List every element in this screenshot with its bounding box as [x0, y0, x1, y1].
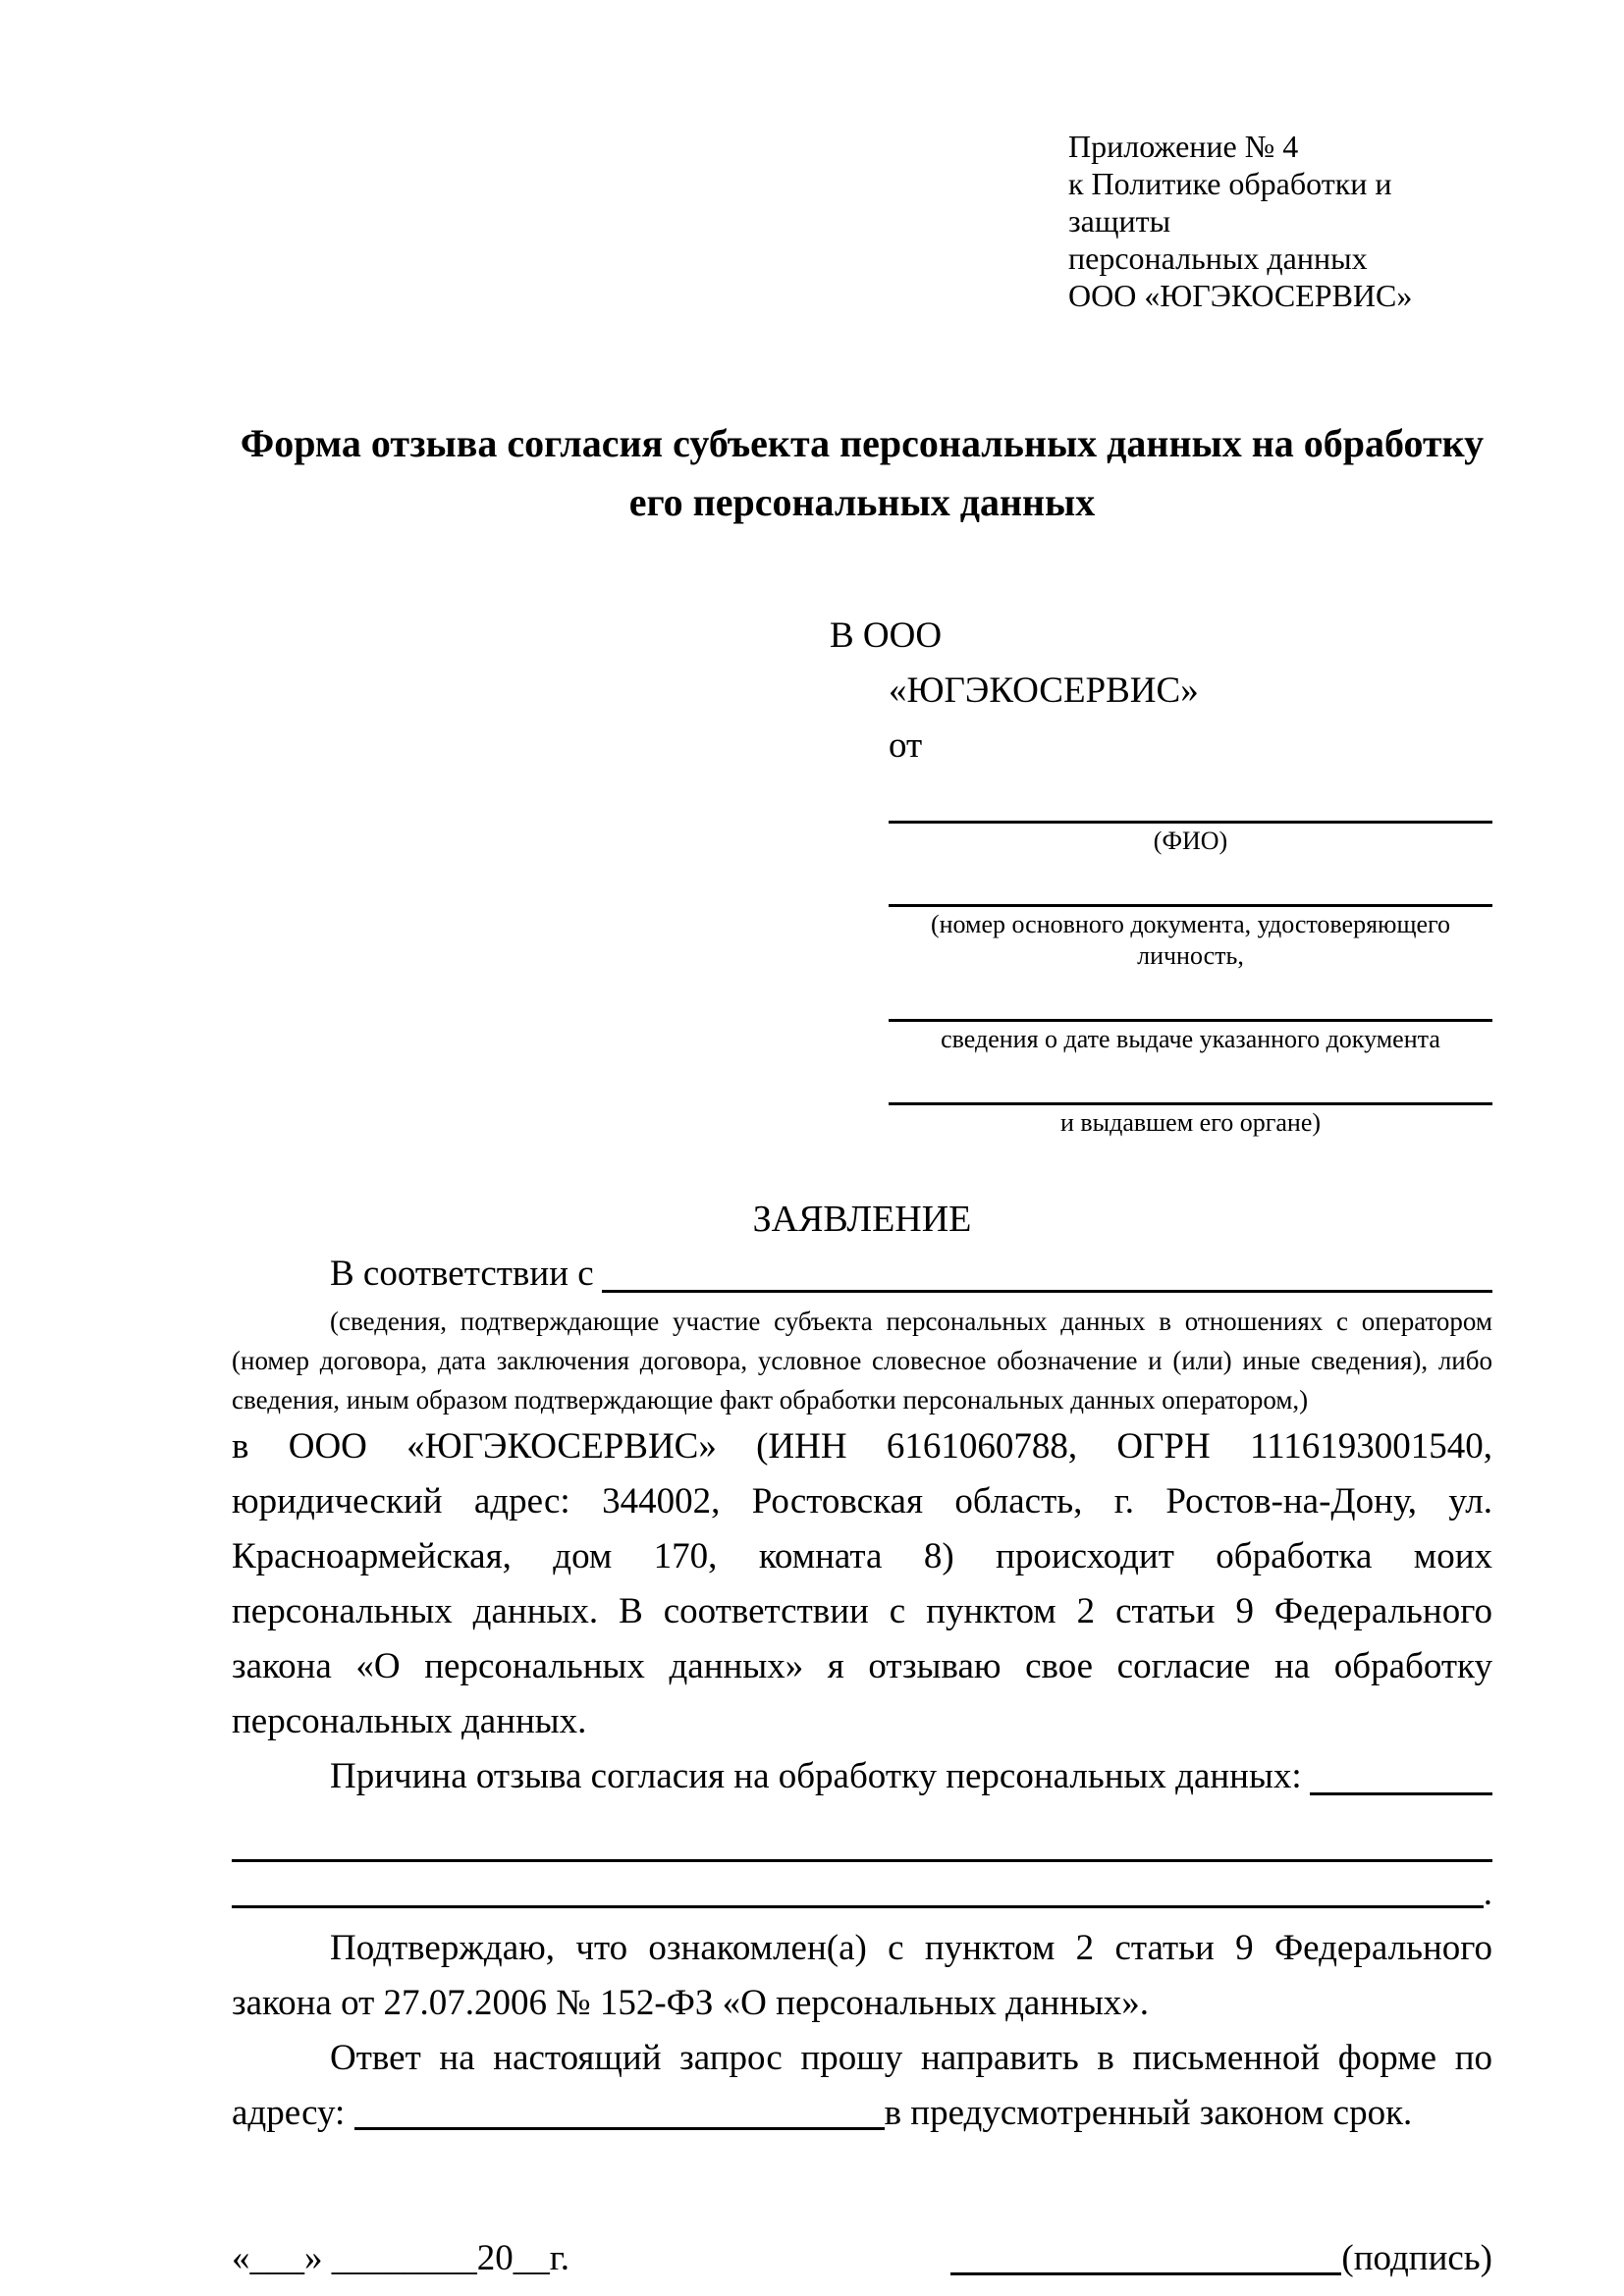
reason-blank-line-2[interactable] — [232, 1804, 1492, 1862]
appendix-header — [1068, 128, 1492, 314]
recipient-org-name: «ЮГЭКОСЕРВИС» — [889, 670, 1199, 711]
recipient-to-label: В ООО — [830, 615, 943, 656]
appendix-line-1: Приложение № 4 — [1068, 129, 1299, 164]
fio-caption: (ФИО) — [1153, 827, 1228, 855]
reason-blank-row-3 — [232, 1864, 1492, 1921]
reply-paragraph — [232, 2031, 1492, 2141]
in-accordance-label: В соответствии с — [330, 1254, 594, 1294]
recipient-block — [830, 609, 1492, 1139]
appendix-line-2: к Политике обработки и защиты — [1068, 166, 1392, 239]
confirm-paragraph: Подтверждаю, что ознакомлен(а) с пунктом 2 статьи 9 Федерального закона от 27.07.2006 № 152-ФЗ «О персональных данных». — [232, 1928, 1492, 2023]
form-title-line-2: его персональных данных — [628, 480, 1096, 524]
signature-blank-line[interactable] — [950, 2270, 1341, 2275]
signature-row — [232, 2231, 1492, 2286]
in-accordance-blank-line[interactable] — [602, 1247, 1492, 1293]
statement-heading: ЗАЯВЛЕНИЕ — [752, 1199, 972, 1240]
form-title-line-1: Форма отзыва согласия субъекта персональных данных на обработку — [240, 421, 1485, 465]
doc-issuer-field — [889, 1069, 1492, 1139]
reason-blank-line-3[interactable] — [232, 1905, 1484, 1908]
date-blank-text[interactable]: «___» ________20__г. — [232, 2238, 570, 2278]
appendix-line-3: персональных данных — [1068, 240, 1368, 276]
appendix-line-4: ООО «ЮГЭКОСЕРВИС» — [1068, 278, 1413, 313]
signature-caption: (подпись) — [1341, 2238, 1492, 2278]
small-print-caption: (сведения, подтверждающие участие субъекта персональных данных в отношениях с оператором (номер договора, дата заключения договора, условное словесное обозначение и (или) иные сведения), либо сведения, иным образом подтверждающие факт обработки персональных данных оператором,) — [232, 1307, 1492, 1415]
doc-issuer-blank-line[interactable] — [889, 1069, 1492, 1105]
form-title — [232, 414, 1492, 532]
doc-issue-date-blank-line[interactable] — [889, 986, 1492, 1022]
doc-number-caption: (номер основного документа, удостоверяющего личность, — [930, 910, 1451, 970]
doc-issue-date-caption: сведения о дате выдаче указанного документа — [941, 1025, 1440, 1053]
reason-blank-line-1[interactable] — [1310, 1749, 1492, 1795]
doc-number-blank-line[interactable] — [889, 871, 1492, 907]
reason-row — [232, 1749, 1492, 1804]
doc-issuer-caption: и выдавшем его органе) — [1059, 1108, 1322, 1137]
statement-body-paragraph: в ООО «ЮГЭКОСЕРВИС» (ИНН 6161060788, ОГРН 1116193001540, юридический адрес: 344002, Ростовская область, г. Ростов-на-Дону, ул. Красноармейская, дом 170, комната 8) происходит обработка моих персональных данных. В соответствии с пунктом 2 статьи 9 Федерального закона «О персональных данных» я отзываю свое согласие на обработку персональных данных. — [232, 1426, 1492, 1741]
reply-tail-text: в предусмотренный законом срок. — [884, 2093, 1413, 2133]
in-accordance-row — [232, 1247, 1492, 1302]
doc-number-field — [889, 871, 1492, 972]
doc-issue-date-field — [889, 986, 1492, 1055]
signature-field — [950, 2231, 1492, 2286]
fio-blank-line[interactable] — [889, 787, 1492, 824]
reason-period: . — [1483, 1873, 1492, 1913]
reason-label: Причина отзыва согласия на обработку персональных данных: — [330, 1756, 1302, 1796]
address-blank-line[interactable] — [354, 2125, 885, 2130]
fio-field — [889, 787, 1492, 857]
reply-request-text: Ответ на настоящий запрос прошу направить в письменной форме по адресу: — [232, 2038, 1492, 2133]
recipient-from-label: от — [889, 725, 923, 766]
